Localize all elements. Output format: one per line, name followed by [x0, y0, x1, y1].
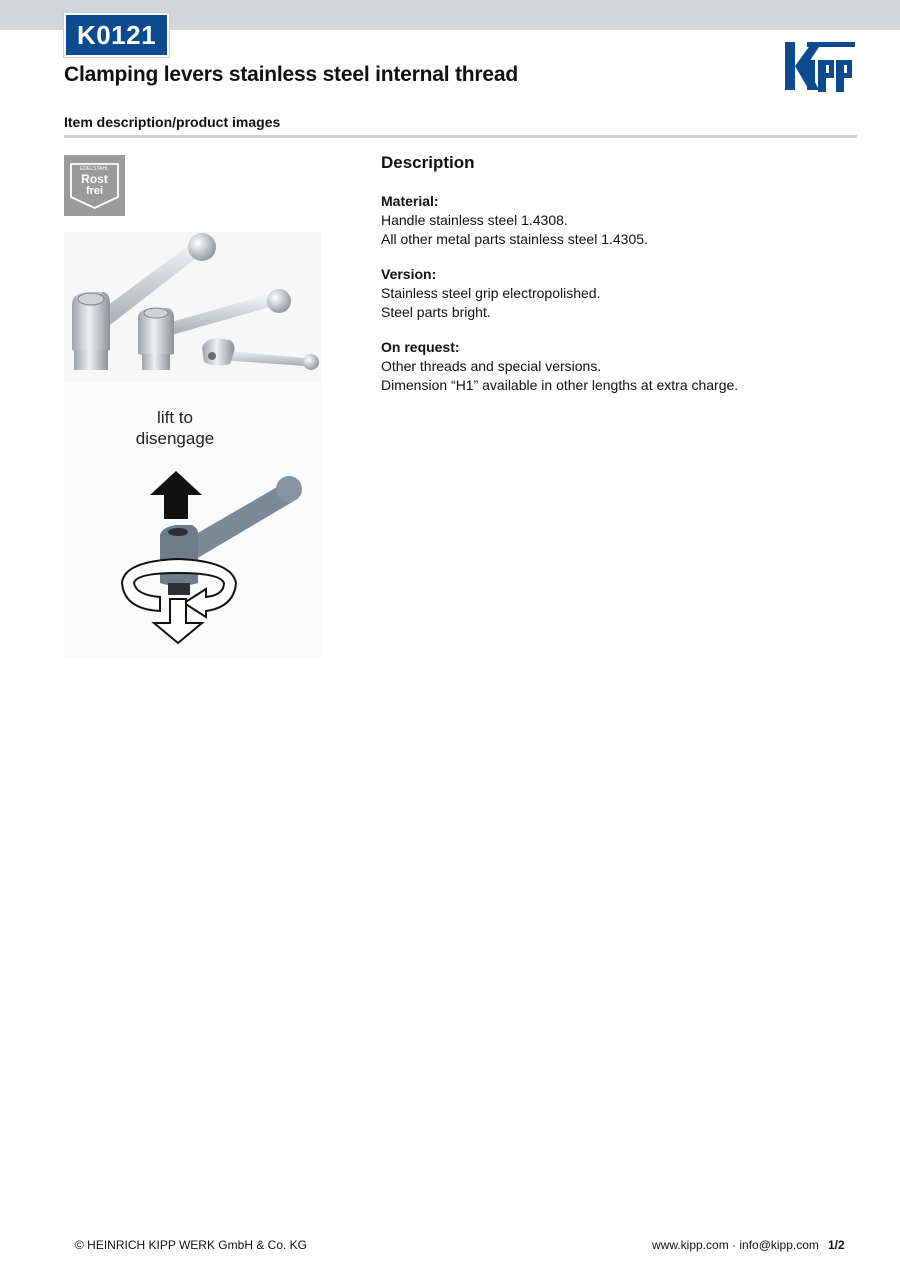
- product-photo: [64, 232, 321, 382]
- badge-line-edelstahl: EDELSTAHL: [80, 166, 109, 172]
- version-label: Version:: [381, 266, 437, 282]
- description-title: Description: [381, 153, 475, 172]
- illustration-label-line2: disengage: [135, 429, 215, 448]
- version-block: [381, 265, 851, 322]
- lift-arrow: [150, 471, 202, 519]
- kipp-logo: [783, 38, 859, 92]
- version-line: Stainless steel grip electropolished.: [381, 285, 601, 301]
- section-heading: Item description/product images: [64, 114, 281, 130]
- page-number: 1/2: [828, 1238, 845, 1252]
- material-line: All other metal parts stainless steel 1.4305.: [381, 231, 648, 247]
- on-request-block: [381, 338, 851, 395]
- material-line: Handle stainless steel 1.4308.: [381, 212, 568, 228]
- on-request-line: Other threads and special versions.: [381, 358, 602, 374]
- on-request-line: Dimension “H1” available in other lengths at extra charge.: [381, 377, 739, 393]
- illustration-label: [64, 407, 286, 449]
- section-divider: [64, 135, 857, 138]
- on-request-label: On request:: [381, 339, 460, 355]
- page-title: Clamping levers stainless steel internal thread: [64, 63, 518, 86]
- footer-contact[interactable]: www.kipp.com · info@kipp.com: [652, 1238, 819, 1252]
- badge-line-rost: Rost: [81, 172, 108, 186]
- description-panel: [381, 153, 851, 411]
- illustration-label-line1: lift to: [157, 408, 193, 427]
- product-code: K0121: [64, 13, 169, 57]
- badge-line-frei: frei: [85, 185, 104, 197]
- version-line: Steel parts bright.: [381, 304, 491, 320]
- footer-copyright: © HEINRICH KIPP WERK GmbH & Co. KG: [75, 1238, 307, 1252]
- rostfrei-badge: [64, 155, 125, 216]
- material-block: [381, 192, 851, 249]
- material-label: Material:: [381, 193, 439, 209]
